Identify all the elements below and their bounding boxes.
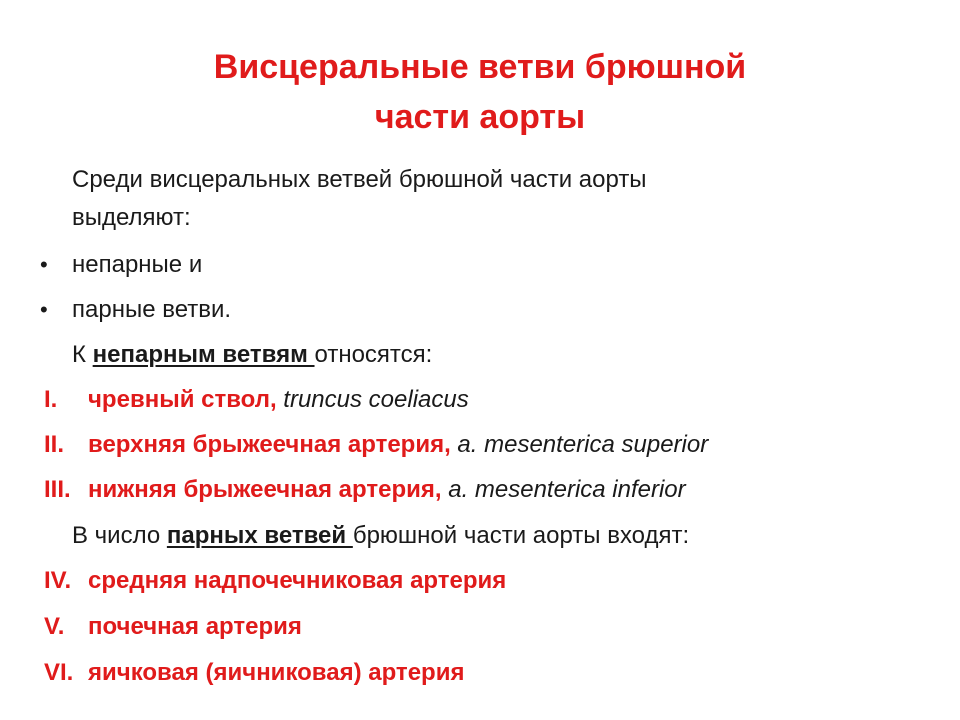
bullet-item	[0, 247, 960, 283]
item-numeral: II.	[44, 431, 65, 458]
item-numeral: V.	[44, 613, 65, 640]
item-text	[88, 427, 708, 463]
item-text	[88, 472, 686, 508]
unpaired-intro-text	[72, 337, 432, 373]
unpaired-item	[0, 472, 960, 508]
paired-intro-prefix: В число	[72, 522, 167, 549]
unpaired-emphasis: непарным ветвям	[92, 341, 315, 368]
paired-intro-text	[72, 518, 689, 554]
intro-line-2	[0, 200, 960, 236]
paired-item	[0, 563, 960, 599]
bullet-dot: •	[40, 297, 48, 322]
item-name: чревный ствол,	[88, 386, 277, 413]
unpaired-item	[0, 382, 960, 418]
item-name: верхняя брыжеечная артерия,	[88, 431, 451, 458]
paired-intro-suffix: брюшной части аорты входят:	[352, 522, 690, 549]
bullet-text: непарные и	[72, 251, 203, 278]
unpaired-intro	[0, 337, 960, 373]
paired-item	[0, 609, 960, 645]
unpaired-item	[0, 427, 960, 463]
unpaired-intro-suffix: относятся:	[314, 341, 433, 368]
item-name: средняя надпочечниковая артерия	[88, 567, 507, 594]
title-line-2: части аорты	[374, 98, 586, 136]
intro-line-1	[0, 162, 960, 198]
item-name: нижняя брыжеечная артерия,	[88, 476, 442, 503]
paired-intro	[0, 518, 960, 554]
item-latin: truncus coeliacus	[276, 386, 469, 413]
slide-title	[0, 42, 960, 142]
bullet-dot: •	[40, 252, 48, 277]
item-name: почечная артерия	[88, 613, 302, 640]
paired-item	[0, 655, 960, 691]
item-latin: a. mesenterica inferior	[441, 476, 686, 503]
paired-emphasis: парных ветвей	[166, 522, 353, 549]
bullet-item	[0, 292, 960, 328]
item-numeral: VI.	[44, 659, 74, 686]
unpaired-intro-prefix: К	[72, 341, 93, 368]
intro-text-1: Среди висцеральных ветвей брюшной части аорты	[72, 166, 647, 193]
bullet-text: парные ветви.	[72, 296, 232, 323]
item-numeral: IV.	[44, 567, 72, 594]
item-latin: a. mesenterica superior	[450, 431, 709, 458]
item-name: яичковая (яичниковая) артерия	[88, 659, 465, 686]
item-numeral: I.	[44, 386, 58, 413]
item-numeral: III.	[44, 476, 71, 503]
title-line-1: Висцеральные ветви брюшной	[213, 48, 747, 86]
item-text	[88, 382, 469, 418]
intro-text-2: выделяют:	[72, 204, 191, 231]
